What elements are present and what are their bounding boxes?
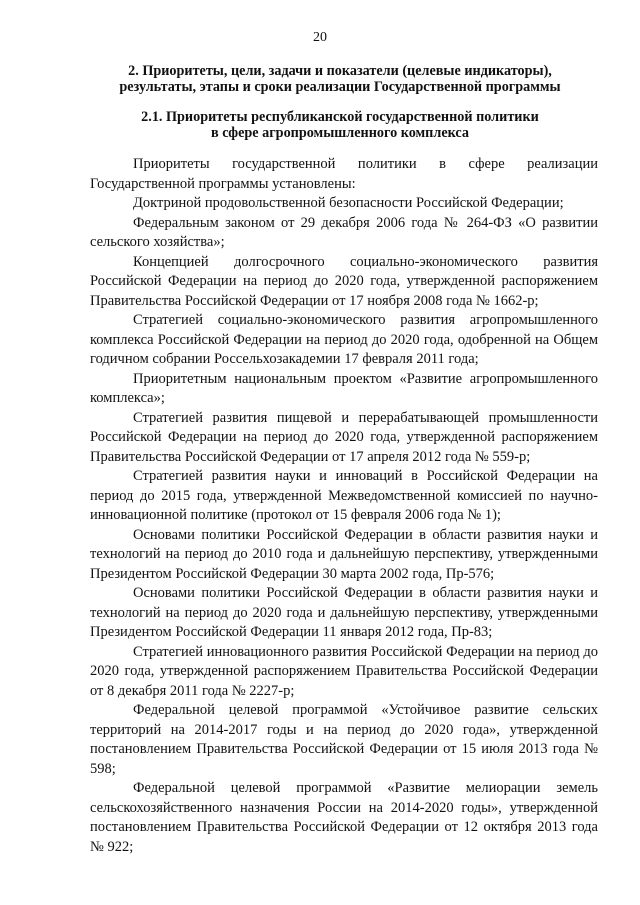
paragraph: Федеральной целевой программой «Развитие мелиорации земель сельскохозяйственного назначения России на 2014-2020 годы», утвержденной постановлением Правительства Российской Федерации от 12 октября 2013 года № 922; [90,780,598,855]
section-heading [90,63,590,95]
document-body [90,155,598,857]
paragraph: Доктриной продовольственной безопасности Российской Федерации; [133,195,564,211]
section-heading-line-2: результаты, этапы и сроки реализации Государственной программы [119,79,561,95]
paragraph: Федеральной целевой программой «Устойчивое развитие сельских территорий на 2014-2017 годы и на период до 2020 года», утвержденной постановлением Правительства Российской Федерации от 15 июля 2013 года № 598; [90,702,598,777]
section-heading-line-1: 2. Приоритеты, цели, задачи и показатели (целевые индикаторы), [128,63,552,79]
paragraph: Стратегией инновационного развития Российской Федерации на период до 2020 года, утвержденной распоряжением Правительства Российской Федерации от 8 декабря 2011 года № 2227-р; [90,643,598,699]
paragraph: Концепцией долгосрочного социально-экономического развития Российской Федерации на период до 2020 года, утвержденной распоряжением Правительства Российской Федерации от 17 ноября 2008 года № 1662-р; [90,253,598,309]
paragraph: Стратегией социально-экономического развития агропромышленного комплекса Российской Федерации на период до 2020 года, одобренной на Общем годичном собрании Россельхозакадемии 17 февраля 2011 года; [90,312,598,367]
paragraph: Приоритетным национальным проектом «Развитие агропромышленного комплекса»; [90,370,598,406]
paragraph: Стратегией развития науки и инноваций в Российской Федерации на период до 2015 года, утвержденной Межведомственной комиссией по научно-инновационной политике (протокол от 15 февраля 2006 года № 1); [90,468,598,523]
page-number: 20 [313,30,327,45]
paragraph: Основами политики Российской Федерации в области развития науки и технологий на период до 2020 года и дальнейшую перспективу, утвержденными Президентом Российской Федерации 11 января 2012 года, Пр-83; [90,585,598,640]
paragraph: Основами политики Российской Федерации в области развития науки и технологий на период до 2010 года и дальнейшую перспективу, утвержденными Президентом Российской Федерации 30 марта 2002 года, Пр-576; [90,526,598,582]
subsection-heading [90,109,590,141]
paragraph: Приоритеты государственной политики в сфере реализации Государственной программы установлены: [90,156,598,192]
subsection-heading-line-1: 2.1. Приоритеты республиканской государственной политики [141,109,539,125]
paragraph: Стратегией развития пищевой и перерабатывающей промышленности Российской Федерации на период до 2020 года, утвержденной распоряжением Правительства Российской Федерации от 17 апреля 2012 года № 559-р; [90,409,598,465]
paragraph: Федеральным законом от 29 декабря 2006 года № 264-ФЗ «О развитии сельского хозяйства»; [90,214,598,250]
subsection-heading-line-2: в сфере агропромышленного комплекса [210,125,469,141]
